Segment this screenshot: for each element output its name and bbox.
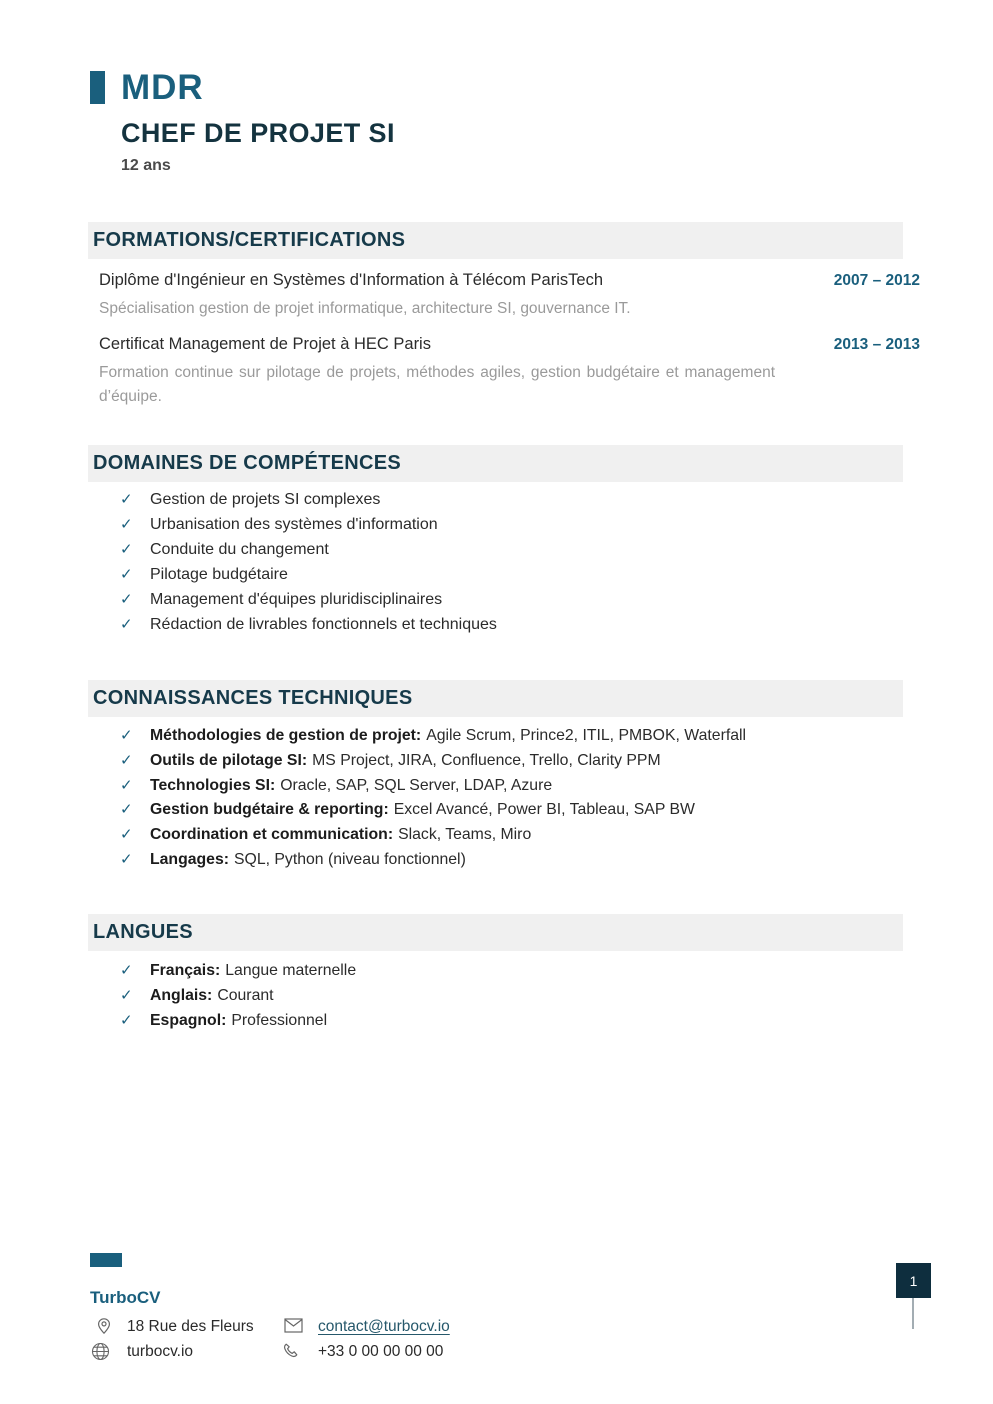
check-icon: ✓ [120, 801, 133, 819]
competence-text: Management d'équipes pluridisciplinaires [150, 591, 443, 608]
check-icon: ✓ [120, 727, 133, 744]
language-label: Anglais: [150, 986, 213, 1004]
candidate-initials: MDR [121, 68, 204, 107]
phone-icon [283, 1342, 301, 1360]
list-item [88, 988, 903, 1004]
check-icon: ✓ [120, 751, 133, 769]
section-title: CONNAISSANCES TECHNIQUES [93, 687, 413, 709]
list-item [88, 1013, 903, 1029]
skill-value: Oracle, SAP, SQL Server, LDAP, Azure [280, 776, 553, 794]
competence-text: Conduite du changement [150, 541, 329, 558]
section-header-techniques [88, 680, 903, 717]
check-icon: ✓ [120, 541, 133, 558]
list-item [88, 852, 903, 868]
section-header-langues [88, 914, 903, 951]
footer-phone: +33 0 00 00 00 00 [318, 1343, 444, 1360]
footer-address: 18 Rue des Fleurs [127, 1318, 254, 1335]
check-icon: ✓ [120, 962, 133, 979]
section-title: DOMAINES DE COMPÉTENCES [93, 452, 402, 474]
cv-header [90, 70, 395, 174]
skill-label: Gestion budgétaire & reporting: [150, 801, 389, 819]
check-icon: ✓ [120, 776, 133, 794]
list-item [88, 592, 903, 608]
skill-value: SQL, Python (niveau fonctionnel) [234, 850, 466, 868]
language-level: Courant [217, 986, 274, 1004]
section-header-formations [88, 222, 903, 259]
techniques-list [88, 728, 903, 877]
globe-icon [91, 1342, 110, 1361]
language-label: Français: [150, 962, 221, 979]
experience-years: 12 ans [121, 157, 171, 174]
competence-text: Rédaction de livrables fonctionnels et techniques [150, 616, 497, 633]
footer-accent-bar-icon [90, 1253, 122, 1267]
section-header-competences [88, 445, 903, 482]
footer-brand: TurboCV [90, 1288, 161, 1307]
list-item [88, 802, 903, 818]
skill-value: MS Project, JIRA, Confluence, Trello, Clarity PPM [312, 751, 661, 769]
footer-email-link[interactable]: contact@turbocv.io [318, 1318, 450, 1335]
check-icon: ✓ [120, 591, 133, 608]
list-item [88, 617, 903, 633]
formation-description: Formation continue sur pilotage de projets, méthodes agiles, gestion budgétaire et management d’équipe. [99, 364, 775, 406]
check-icon: ✓ [120, 616, 133, 633]
check-icon: ✓ [120, 1011, 133, 1029]
section-title: FORMATIONS/CERTIFICATIONS [93, 229, 406, 251]
langues-list [88, 963, 903, 1037]
language-level: Langue maternelle [225, 962, 357, 979]
page-number: 1 [909, 1272, 918, 1289]
competence-text: Urbanisation des systèmes d'information [150, 516, 438, 533]
page-marker-line [912, 1298, 914, 1329]
page-number-badge [896, 1263, 931, 1298]
language-level: Professionnel [231, 1011, 328, 1029]
list-item [88, 753, 903, 769]
job-title: CHEF DE PROJET SI [121, 118, 395, 148]
list-item [88, 827, 903, 843]
location-pin-icon [95, 1317, 113, 1335]
check-icon: ✓ [120, 986, 133, 1004]
envelope-icon [284, 1318, 303, 1333]
skill-label: Méthodologies de gestion de projet: [150, 727, 422, 744]
skill-label: Coordination et communication: [150, 826, 394, 844]
list-item [88, 542, 903, 558]
language-label: Espagnol: [150, 1011, 227, 1029]
formation-dates: 2007 – 2012 [833, 272, 920, 289]
formation-dates: 2013 – 2013 [833, 336, 920, 354]
competence-text: Gestion de projets SI complexes [150, 491, 381, 508]
skill-value: Slack, Teams, Miro [398, 826, 532, 844]
list-item [88, 492, 903, 508]
list-item [88, 778, 903, 794]
list-item [88, 567, 903, 583]
check-icon: ✓ [120, 566, 133, 583]
formation-entry [99, 335, 920, 409]
list-item [88, 728, 903, 744]
section-title: LANGUES [93, 921, 193, 943]
competences-list [88, 492, 903, 642]
skill-value: Agile Scrum, Prince2, ITIL, PMBOK, Waterfall [426, 727, 747, 744]
formation-description: Spécialisation gestion de projet informatique, architecture SI, gouvernance IT. [99, 300, 631, 317]
check-icon: ✓ [120, 516, 133, 533]
accent-bar-icon [90, 71, 105, 104]
skill-label: Langages: [150, 850, 229, 868]
skill-value: Excel Avancé, Power BI, Tableau, SAP BW [393, 801, 695, 819]
list-item [88, 517, 903, 533]
skill-label: Outils de pilotage SI: [150, 751, 308, 769]
footer-website: turbocv.io [127, 1343, 194, 1360]
list-item [88, 963, 903, 979]
formations-list [99, 271, 920, 423]
skill-label: Technologies SI: [150, 776, 276, 794]
check-icon: ✓ [120, 850, 133, 868]
formation-entry [99, 271, 920, 321]
competence-text: Pilotage budgétaire [150, 566, 288, 583]
check-icon: ✓ [120, 826, 133, 844]
formation-title: Certificat Management de Projet à HEC Paris [99, 335, 431, 354]
check-icon: ✓ [120, 491, 133, 508]
formation-title: Diplôme d'Ingénieur en Systèmes d'Information à Télécom ParisTech [99, 271, 603, 289]
